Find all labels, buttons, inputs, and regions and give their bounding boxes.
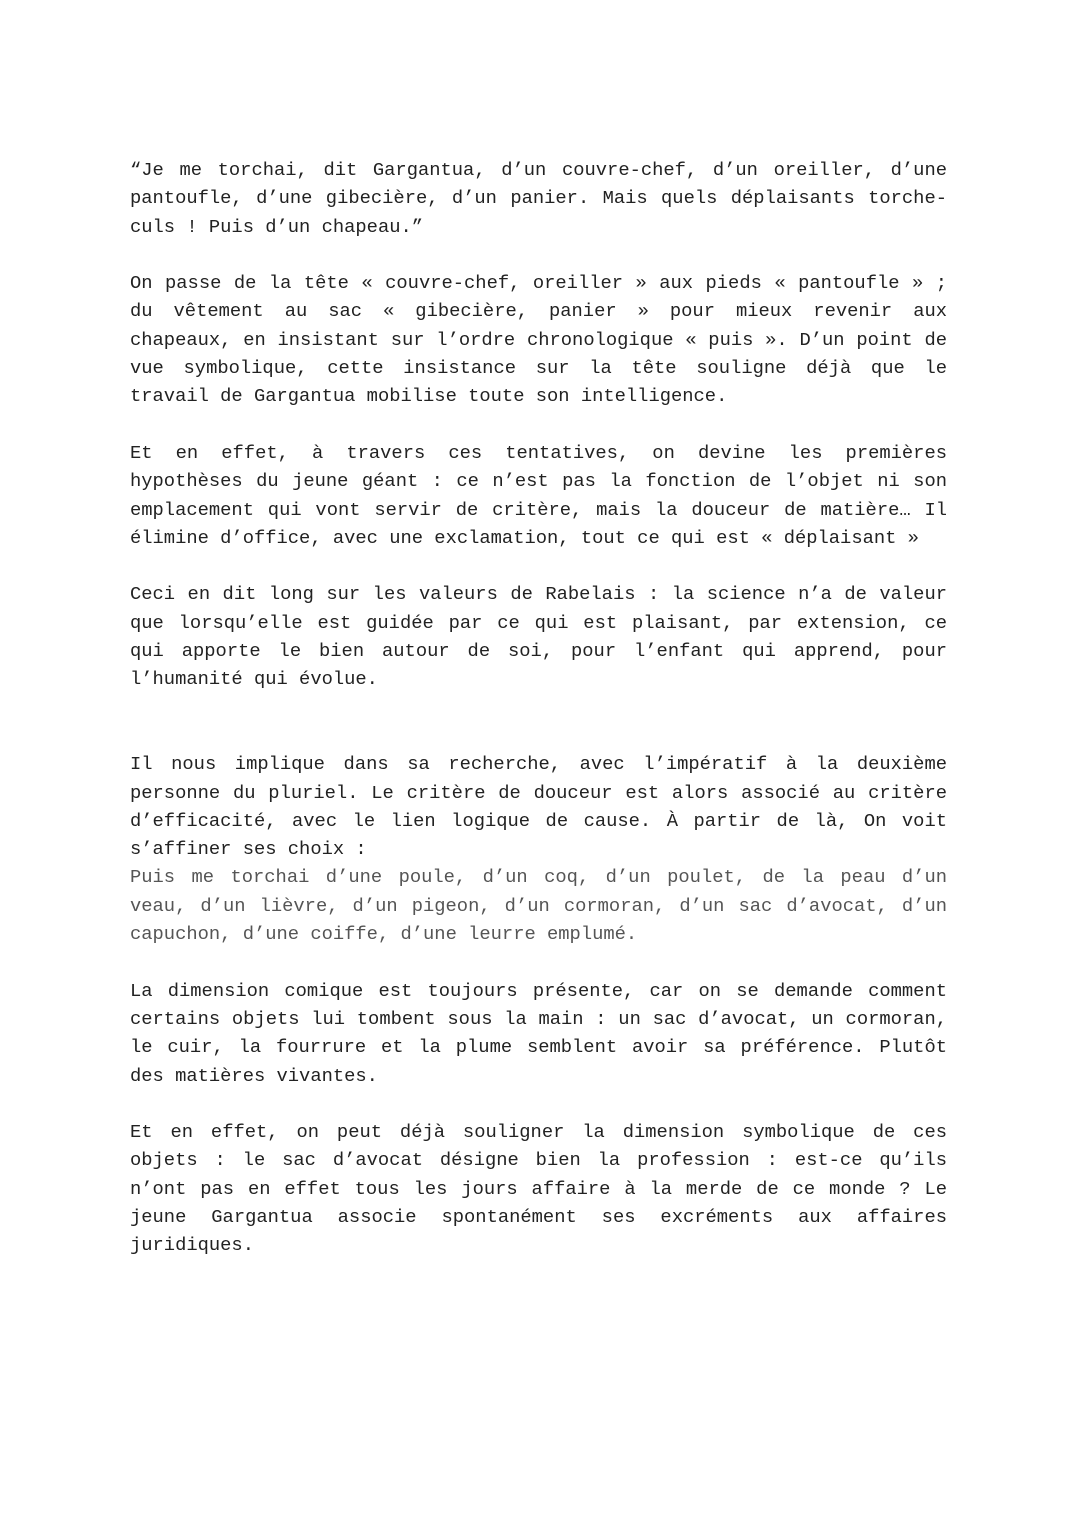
paragraph-symbolic-dimension: Et en effet, on peut déjà souligner la dimension symbolique de ces objets : le sac d’avocat désigne bien la profession : est-ce qu’ils n’ont pas en effet tous les jours affaire à la merde de ce monde ? Le jeune Gargantua associe spontanément ses excréments aux affaires juridiques.: [130, 1121, 947, 1257]
paragraph-hypotheses: Et en effet, à travers ces tentatives, on devine les premières hypothèses du jeune géant : ce n’est pas la fonction de l’objet ni son emplacement qui vont servir de critère, mais la douceur de matière… Il élimine d’office, avec une exclamation, tout ce qui est « déplaisant »: [130, 441, 947, 549]
paragraph-implication: Il nous implique dans sa recherche, avec l’impératif à la deuxième personne du pluriel. Le critère de douceur est alors associé au critère d’efficacité, avec le lien logique de cause. À partir de là, On voit s’affiner ses choix :: [130, 753, 947, 861]
paragraph-rabelais-values: Ceci en dit long sur les valeurs de Rabelais : la science n’a de valeur que lorsqu’elle est guidée par ce qui est plaisant, par extension, ce qui apporte le bien autour de soi, pour l’enfant qui apprend, pour l’humanité qui évolue.: [130, 583, 947, 691]
paragraph-quote-list: Puis me torchai d’une poule, d’un coq, d’un poulet, de la peau d’un veau, d’un lièvre, d’un pigeon, d’un cormoran, d’un sac d’avocat, d’un capuchon, d’une coiffe, d’une leurre emplumé.: [130, 866, 947, 946]
paragraph-comic-dimension: La dimension comique est toujours présente, car on se demande comment certains objets lui tombent sous la main : un sac d’avocat, un cormoran, le cuir, la fourrure et la plume semblent avoir sa préférence. Plutôt des matières vivantes.: [130, 979, 947, 1087]
paragraph-quote-opening: “Je me torchai, dit Gargantua, d’un couvre-chef, d’un oreiller, d’une pantoufle, d’une gibecière, d’un panier. Mais quels déplaisants torche-culs ! Puis d’un chapeau.”: [130, 159, 947, 238]
paragraph-analysis-head: On passe de la tête « couvre-chef, oreiller » aux pieds « pantoufle » ; du vêtement au sac « gibecière, panier » pour mieux revenir aux chapeaux, en insistant sur l’ordre chronologique « puis ». D’un point de vue symbolique, cette insistance sur la tête souligne déjà que le travail de Gargantua mobilise toute son intelligence.: [130, 272, 947, 408]
document-body: [130, 156, 947, 1288]
